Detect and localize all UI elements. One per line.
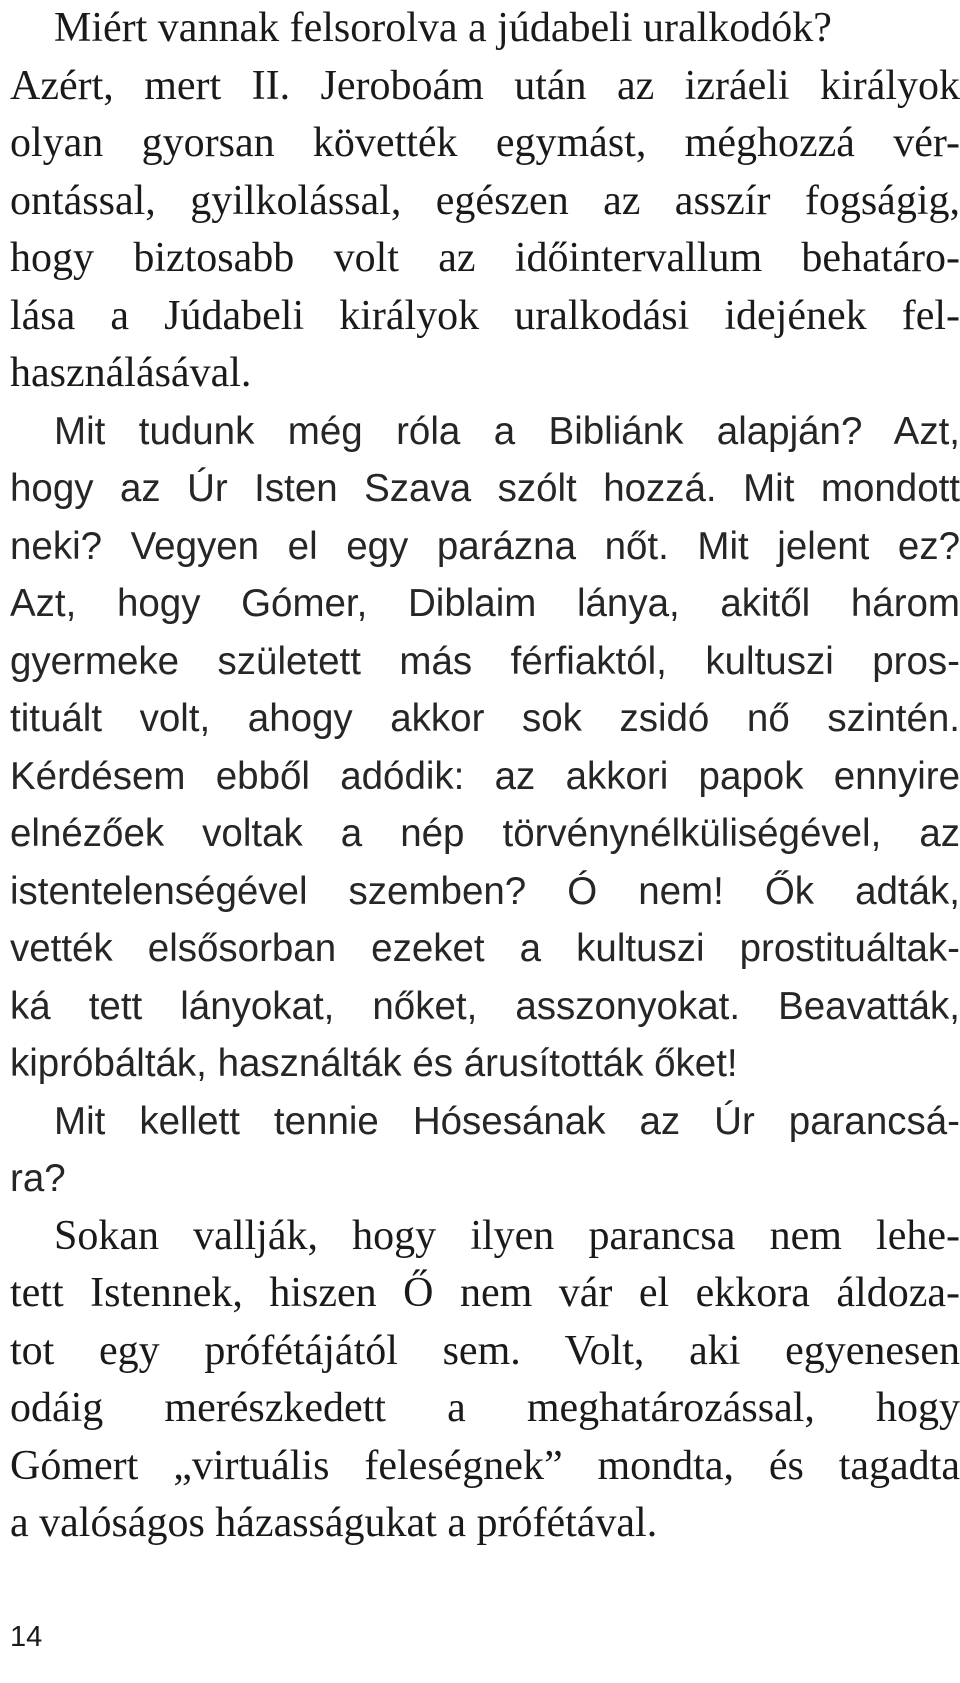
text-line: ra?: [10, 1157, 66, 1200]
text-line: odáig merészkedett a meghatározással, hogy: [10, 1385, 960, 1431]
text-line: neki? Vegyen el egy parázna nőt. Mit jelent ez?: [10, 524, 960, 568]
text-line: istentelenségével szemben? Ó nem! Ők adták,: [10, 869, 960, 913]
text-line: Mit tudunk még róla a Bibliánk alapján? Azt,: [54, 409, 960, 453]
text-line: elnézőek voltak a nép törvénynélküliségével, az: [10, 812, 960, 855]
text-line: tituált volt, ahogy akkor sok zsidó nő szintén.: [10, 697, 960, 740]
text-line: Kérdésem ebből adódik: az akkori papok ennyire: [10, 754, 960, 798]
text-line: Azért, mert II. Jeroboám után az izráeli királyok: [10, 62, 960, 109]
text-line: lása a Júdabeli királyok uralkodási idejének fel-: [10, 292, 960, 339]
book-page: [10, 0, 960, 1553]
text-line: hogy az Úr Isten Szava szólt hozzá. Mit mondott: [10, 467, 960, 510]
text-line: Miért vannak felsorolva a júdabeli uralkodók?: [54, 5, 832, 51]
text-line: használásával.: [10, 350, 252, 396]
text-line: gyermeke született más férfiaktól, kultuszi pros-: [10, 639, 960, 683]
text-line: Sokan vallják, hogy ilyen parancsa nem lehe-: [54, 1212, 960, 1259]
text-line: Azt, hogy Gómer, Diblaim lánya, akitől három: [10, 582, 960, 625]
text-line: ontással, gyilkolással, egészen az asszír fogságig,: [10, 177, 960, 224]
text-line: olyan gyorsan követték egymást, méghozzá vér-: [10, 120, 960, 166]
text-line: Gómert „virtuális feleségnek” mondta, és tagadta: [10, 1442, 960, 1489]
text-line: hogy biztosabb volt az időintervallum behatáro-: [10, 235, 960, 281]
text-line: a valóságos házasságukat a prófétával.: [10, 1500, 658, 1546]
text-line: vették elsősorban ezeket a kultuszi prostituáltak-: [10, 927, 960, 970]
page-number: 14: [10, 1621, 43, 1653]
text-line: tett Istennek, hiszen Ő nem vár el ekkora áldoza-: [10, 1270, 960, 1316]
text-line: Mit kellett tennie Hósesának az Úr parancsá-: [54, 1099, 960, 1143]
text-line: ká tett lányokat, nőket, asszonyokat. Beavatták,: [10, 984, 960, 1028]
text-line: tot egy prófétájától sem. Volt, aki egyenesen: [10, 1327, 960, 1374]
text-line: kipróbálták, használták és árusították őket!: [10, 1042, 738, 1085]
